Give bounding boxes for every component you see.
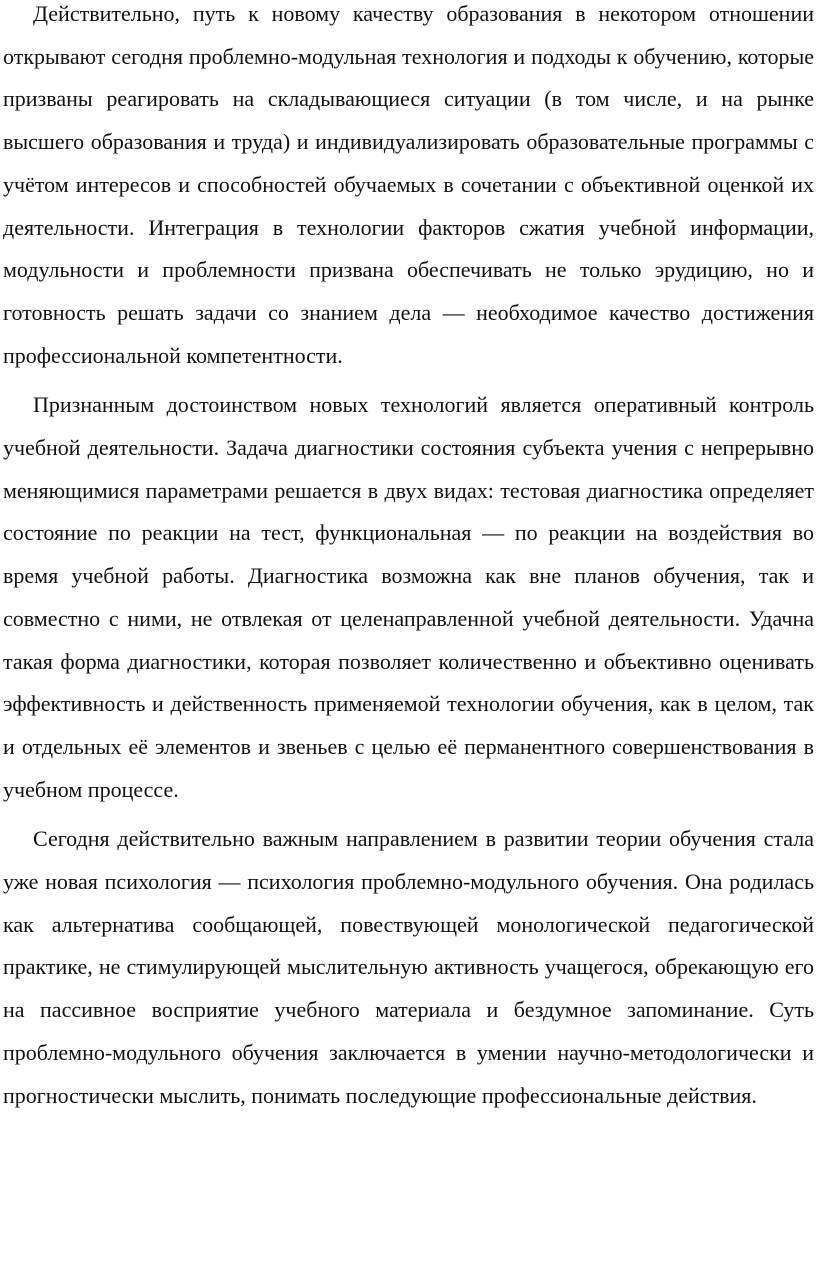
paragraph-3: Сегодня действительно важным направлением в развитии теории обучения стала уже новая психология — психология проблемно-модульного обучения. Она родилась как альтернатива сообщающей, повествующей монологической педагогической практике, не стимулирующей мыслительную активность учащегося, обрекающую его на пассивное восприятие учебного материала и бездумное запоминание. Суть проблемно-модульного обучения заключается в умении научно-методологически и прогностически мыслить, понимать последующие профессиональные действия. — [3, 826, 814, 1108]
paragraph-1: Действительно, путь к новому качеству образования в некотором отношении открывают сегодня проблемно-модульная технология и подходы к обучению, которые призваны реагировать на складывающиеся ситуации (в том числе, и на рынке высшего образования и труда) и индивидуализировать образовательные программы с учётом интересов и способностей обучаемых в сочетании с объективной оценкой их деятельности. Интеграция в технологии факторов сжатия учебной информации, модульности и проблемности призвана обеспечивать не только эрудицию, но и готовность решать задачи со знанием дела — необходимое качество достижения профессиональной компетентности. — [3, 1, 814, 368]
paragraph-2: Признанным достоинством новых технологий является оперативный контроль учебной деятельности. Задача диагностики состояния субъекта учения с непрерывно меняющимися параметрами решается в двух видах: тестовая диагностика определяет состояние по реакции на тест, функциональная — по реакции на воздействия во время учебной работы. Диагностика возможна как вне планов обучения, так и совместно с ними, не отвлекая от целенаправленной учебной деятельности. Удачна такая форма диагностики, которая позволяет количественно и объективно оценивать эффективность и действенность применяемой технологии обучения, как в целом, так и отдельных её элементов и звеньев с целью её перманентного совершенствования в учебном процессе. — [3, 392, 814, 802]
